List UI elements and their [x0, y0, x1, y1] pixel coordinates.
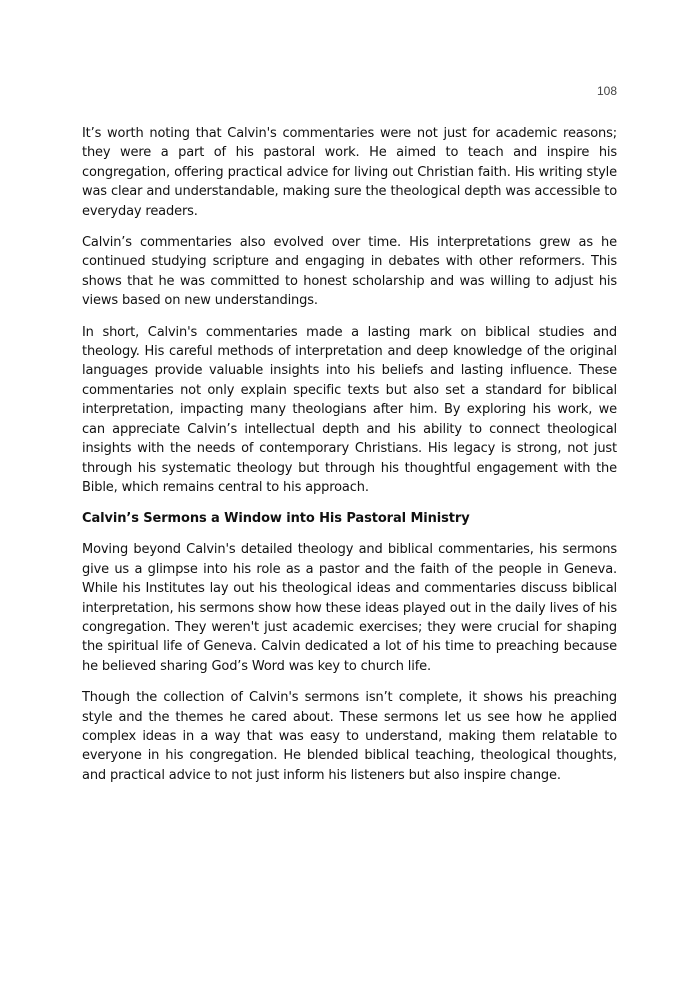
page-body: [82, 124, 617, 797]
paragraph-sermons-collection: Though the collection of Calvin's sermons isn’t complete, it shows his preaching style and the themes he cared about. These sermons let us see how he applied complex ideas in a way that was easy to understand, making them relatable to everyone in his congregation. He blended biblical teaching, theological thoughts, and practical advice to not just inform his listeners but also inspire change.: [82, 690, 617, 783]
page-number: 108: [596, 84, 617, 98]
paragraph-commentaries-evolved: Calvin’s commentaries also evolved over time. His interpretations grew as he continued studying scripture and engaging in debates with other reformers. This shows that he was committed to honest scholarship and was willing to adjust his views based on new understandings.: [82, 235, 617, 309]
paragraph-commentaries-pastoral: It’s worth noting that Calvin's commentaries were not just for academic reasons; they were a part of his pastoral work. He aimed to teach and inspire his congregation, offering practical advice for living out Christian faith. His writing style was clear and understandable, making sure the theological depth was accessible to everyday readers.: [82, 126, 617, 219]
section-heading: Calvin’s Sermons a Window into His Pastoral Ministry: [82, 511, 470, 527]
paragraph-sermons-intro: Moving beyond Calvin's detailed theology and biblical commentaries, his sermons give us a glimpse into his role as a pastor and the faith of the people in Geneva. While his Institutes lay out his theological ideas and commentaries discuss biblical interpretation, his sermons show how these ideas played out in the daily lives of his congregation. They weren't just academic exercises; they were crucial for shaping the spiritual life of Geneva. Calvin dedicated a lot of his time to preaching because he believed sharing God’s Word was key to church life.: [82, 542, 617, 674]
paragraph-commentaries-summary: In short, Calvin's commentaries made a lasting mark on biblical studies and theology. His careful methods of interpretation and deep knowledge of the original languages provide valuable insights into his beliefs and lasting influence. These commentaries not only explain specific texts but also set a standard for biblical interpretation, impacting many theologians after him. By exploring his work, we can appreciate Calvin’s intellectual depth and his ability to connect theological insights with the needs of contemporary Christians. His legacy is strong, not just through his systematic theology but through his thoughtful engagement with the Bible, which remains central to his approach.: [82, 324, 617, 495]
